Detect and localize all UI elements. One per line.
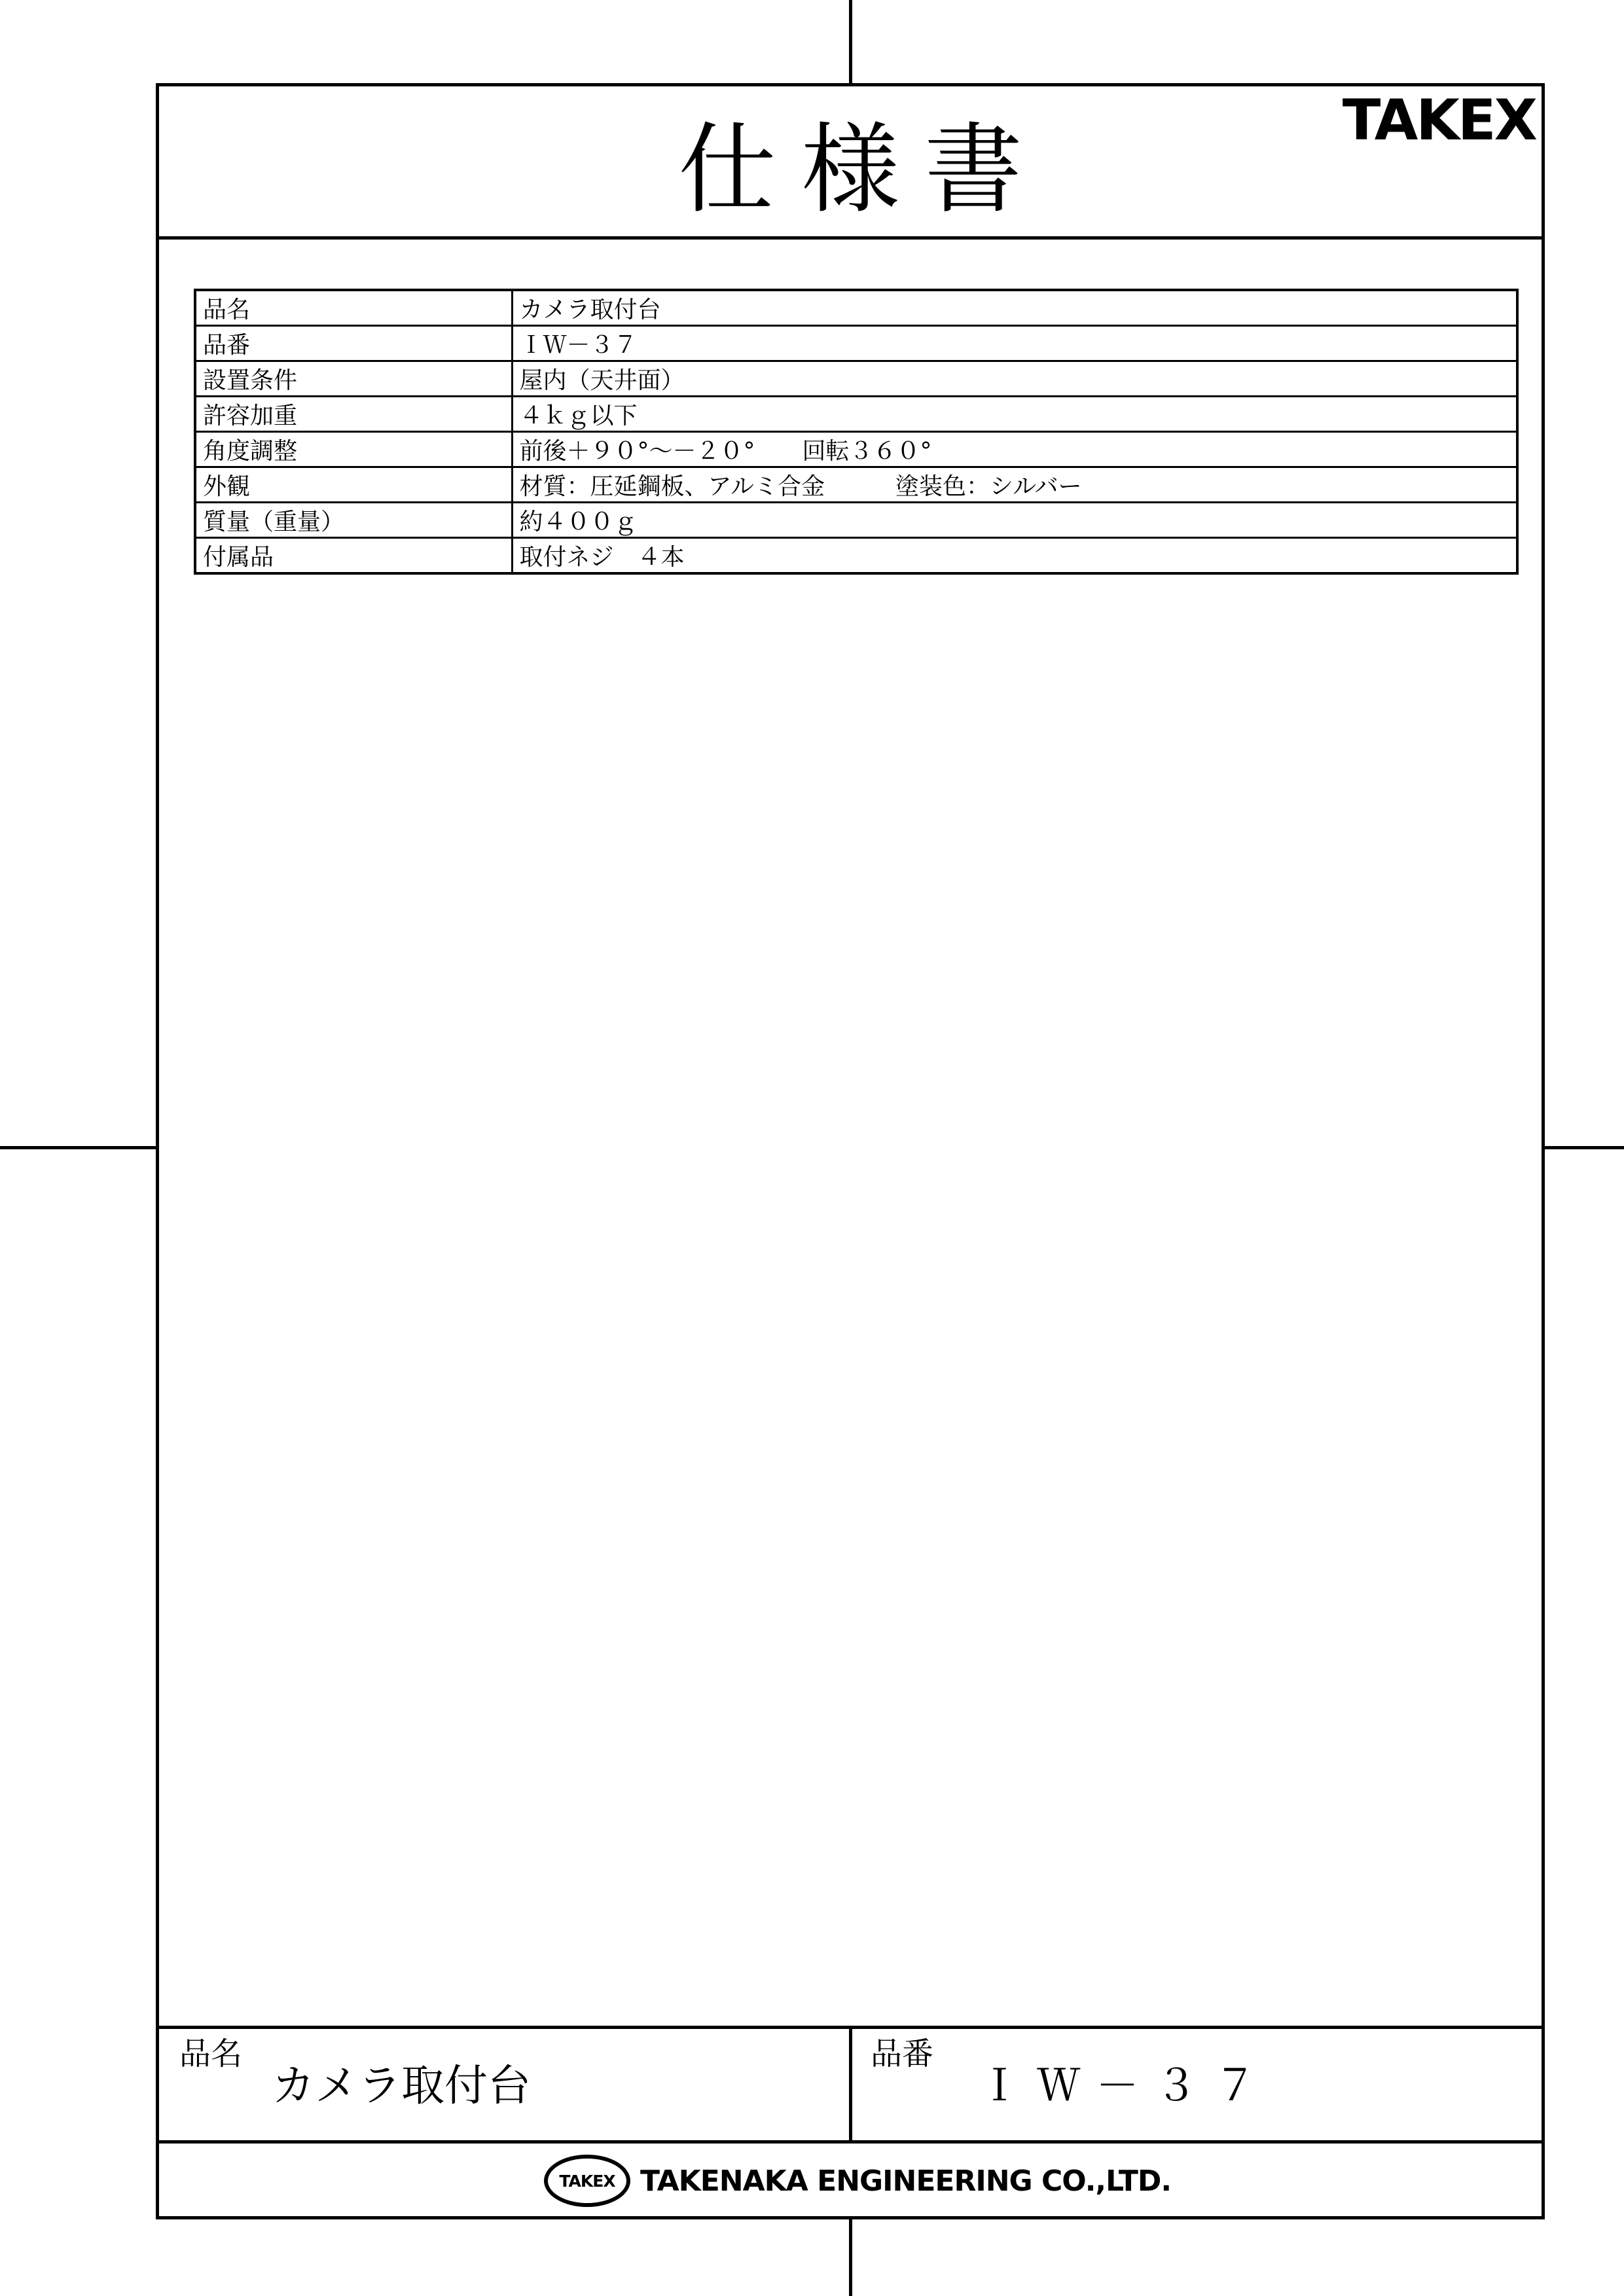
page-title: 仕様書 [677, 113, 1047, 227]
spec-value: ４ｋｇ以下 [512, 397, 1517, 432]
title-block-middle-divider [849, 2026, 852, 2142]
crop-mark-bottom [849, 2218, 852, 2296]
crop-mark-left [0, 1146, 157, 1149]
spec-value: 材質：圧延鋼板、アルミ合金 塗装色：シルバー [512, 467, 1517, 503]
spec-row [195, 467, 1517, 503]
product-number-label: 品番 [871, 2036, 934, 2072]
spec-label: 外観 [195, 467, 512, 503]
spec-row [195, 397, 1517, 432]
spec-value: カメラ取付台 [512, 290, 1517, 326]
title-block-bottom-divider [156, 2140, 1545, 2144]
spec-value: ＩＷ－３７ [512, 326, 1517, 361]
product-name-label: 品名 [179, 2036, 243, 2072]
spec-row [195, 290, 1517, 326]
spec-label: 品名 [195, 290, 512, 326]
spec-row [195, 326, 1517, 361]
product-name-value: カメラ取付台 [272, 2060, 531, 2111]
takex-oval-logo: TAKEX [544, 2155, 630, 2207]
spec-row [195, 361, 1517, 397]
spec-row [195, 538, 1517, 574]
spec-row [195, 503, 1517, 538]
company-name: TAKENAKA ENGINEERING CO.,LTD. [640, 2164, 1172, 2198]
product-number-value: ＩＷ－３７ [978, 2060, 1272, 2111]
spec-table [194, 289, 1519, 575]
spec-label: 許容加重 [195, 397, 512, 432]
spec-row [195, 432, 1517, 467]
spec-value: 前後＋９０°～－２０° 回転３６０° [512, 432, 1517, 467]
crop-mark-right [1543, 1146, 1624, 1149]
spec-value: 屋内（天井面） [512, 361, 1517, 397]
spec-label: 質量（重量） [195, 503, 512, 538]
spec-value: 取付ネジ ４本 [512, 538, 1517, 574]
spec-value: 約４００ｇ [512, 503, 1517, 538]
spec-label: 付属品 [195, 538, 512, 574]
crop-mark-top [849, 0, 852, 84]
spec-label: 設置条件 [195, 361, 512, 397]
spec-label: 品番 [195, 326, 512, 361]
takex-logo: TAKEX [1342, 88, 1536, 153]
spec-label: 角度調整 [195, 432, 512, 467]
header-divider [156, 236, 1545, 240]
